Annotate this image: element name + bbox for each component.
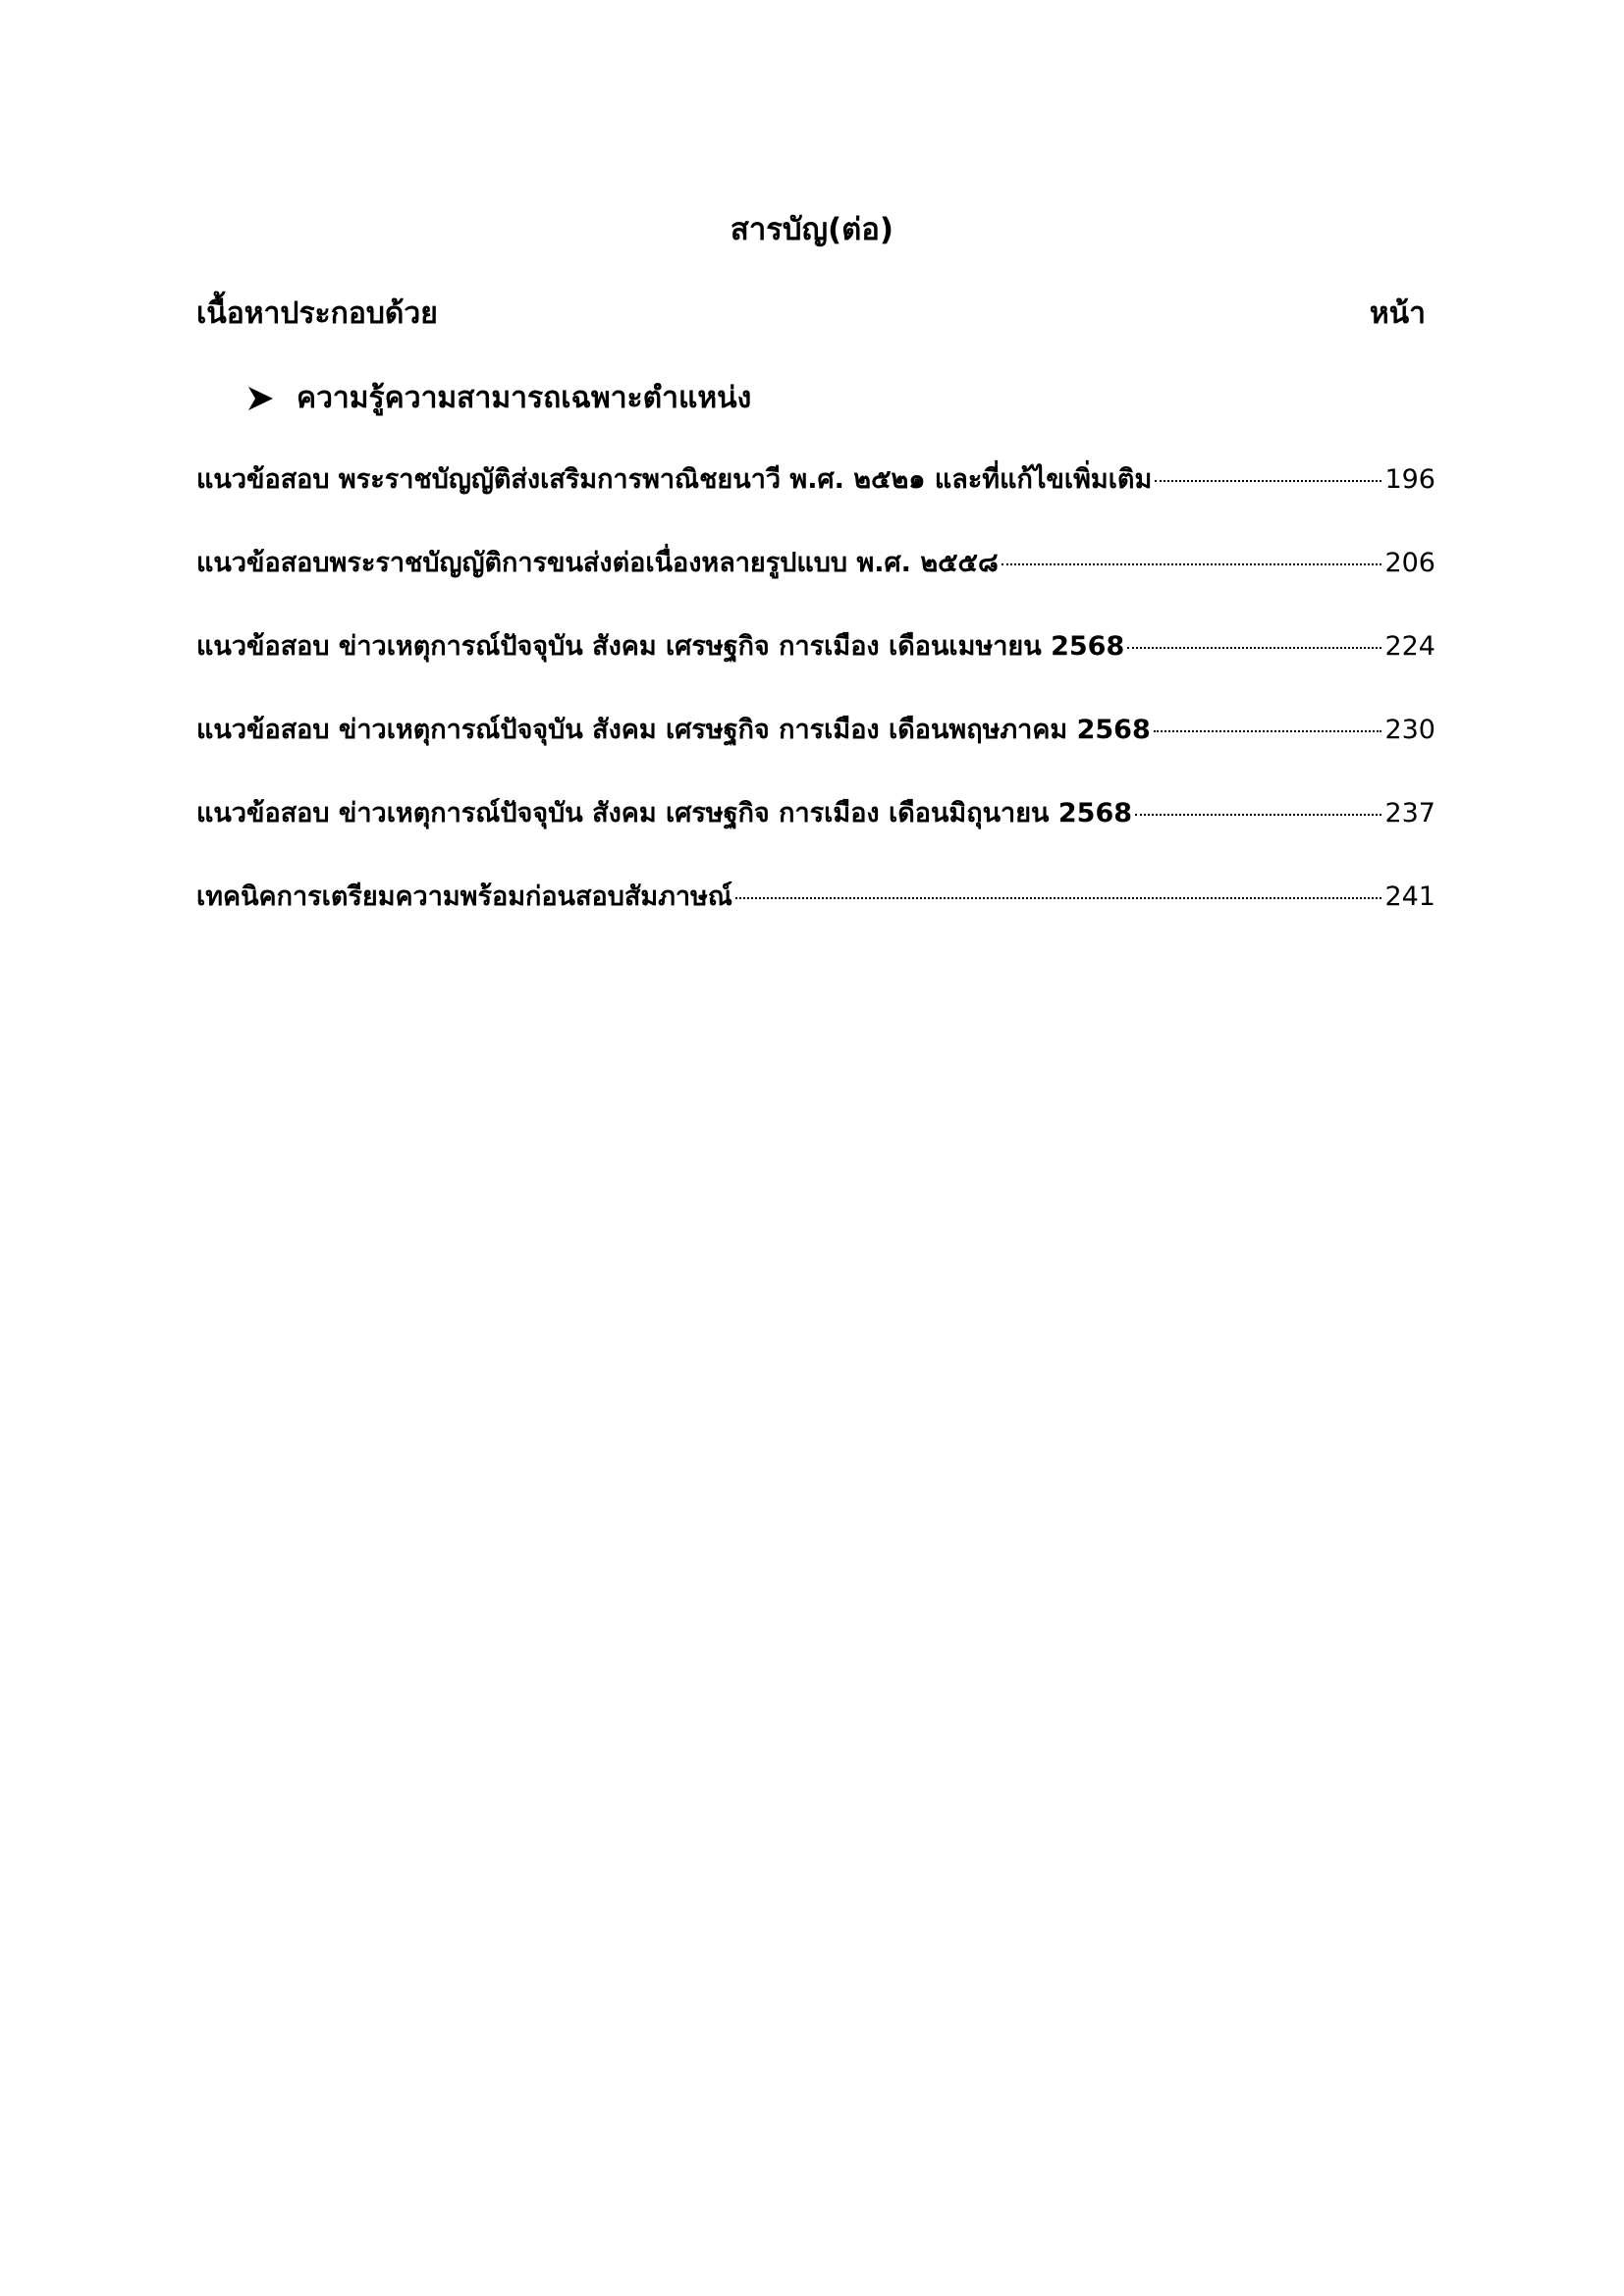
toc-entry-page: 196 (1384, 464, 1435, 495)
section-heading (245, 375, 751, 421)
page-column-label: หน้า (1369, 296, 1426, 331)
toc-entry-page: 224 (1384, 631, 1435, 662)
dot-leader (735, 897, 1382, 899)
toc-entry-page: 206 (1384, 548, 1435, 578)
dot-leader (1127, 647, 1381, 649)
toc-list (196, 457, 1435, 958)
dot-leader (1135, 814, 1381, 816)
dot-leader (1001, 563, 1382, 565)
page-title: สารบัญ(ต่อ) (730, 212, 894, 247)
toc-entry-title: เทคนิคการเตรียมความพร้อมก่อนสอบสัมภาษณ์ (196, 881, 732, 912)
toc-entry[interactable] (196, 624, 1435, 708)
arrow-icon (245, 384, 275, 413)
toc-entry-title: แนวข้อสอบ ข่าวเหตุการณ์ปัจจุบัน สังคม เศรษฐกิจ การเมือง เดือนเมษายน 2568 (196, 631, 1125, 662)
toc-entry-page: 237 (1384, 798, 1435, 828)
toc-entry-page: 241 (1384, 881, 1435, 912)
toc-entry-title: แนวข้อสอบ ข่าวเหตุการณ์ปัจจุบัน สังคม เศรษฐกิจ การเมือง เดือนพฤษภาคม 2568 (196, 715, 1151, 745)
toc-entry[interactable] (196, 791, 1435, 875)
toc-entry-page: 230 (1384, 715, 1435, 745)
dot-leader (1154, 730, 1382, 732)
section-label: ความรู้ความสามารถเฉพาะตำแหน่ง (297, 381, 752, 415)
toc-entry[interactable] (196, 708, 1435, 791)
toc-entry[interactable] (196, 875, 1435, 958)
toc-header (196, 291, 1426, 337)
toc-entry[interactable] (196, 541, 1435, 624)
toc-entry-title: แนวข้อสอบพระราชบัญญัติการขนส่งต่อเนื่องหลายรูปแบบ พ.ศ. ๒๕๕๘ (196, 548, 999, 578)
dot-leader (1155, 480, 1381, 482)
toc-entry-title: แนวข้อสอบ พระราชบัญญัติส่งเสริมการพาณิชยนาวี พ.ศ. ๒๕๒๑ และที่แก้ไขเพิ่มเติม (196, 464, 1153, 495)
toc-entry-title: แนวข้อสอบ ข่าวเหตุการณ์ปัจจุบัน สังคม เศรษฐกิจ การเมือง เดือนมิถุนายน 2568 (196, 798, 1133, 828)
toc-entry[interactable] (196, 457, 1435, 541)
content-column-label: เนื้อหาประกอบด้วย (196, 296, 438, 331)
